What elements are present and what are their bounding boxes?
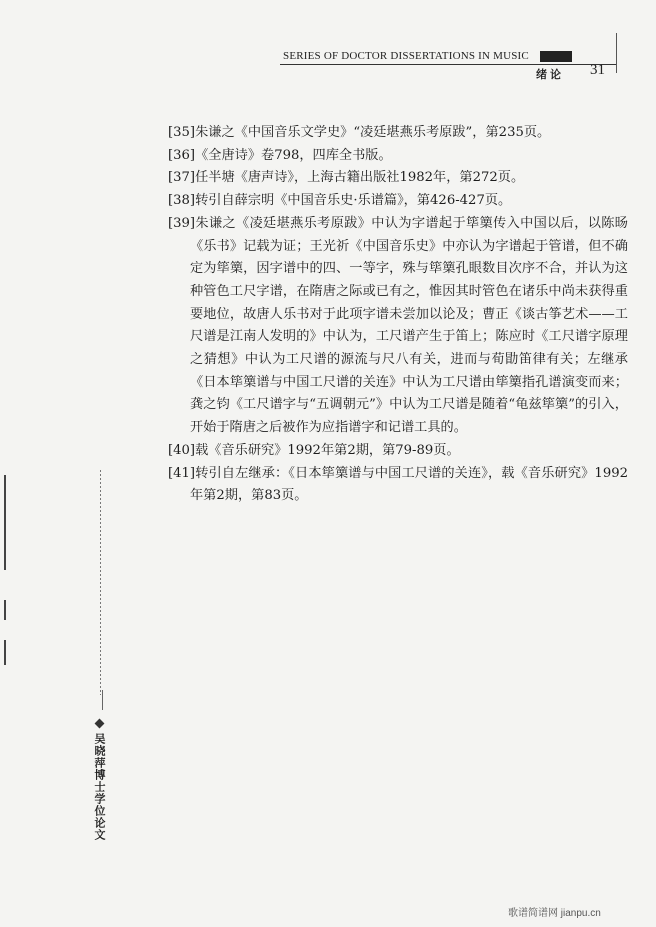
scan-edge-mark <box>4 600 6 620</box>
note-40: [40]载《音乐研究》1992年第2期，第79-89页。 <box>168 442 460 458</box>
page-number: 31 <box>590 62 605 78</box>
diamond-icon <box>95 719 105 729</box>
note-35: [35]朱谦之《中国音乐文学史》“凌廷堪燕乐考原跋”，第235页。 <box>168 125 551 140</box>
scan-edge-mark <box>4 640 6 665</box>
note-37: [37]任半塘《唐声诗》，上海古籍出版社1982年，第272页。 <box>168 170 525 186</box>
margin-solid-line <box>102 690 103 710</box>
scan-edge-mark <box>4 475 6 570</box>
header-rule <box>280 64 616 65</box>
margin-series-title: 吴晓萍博士学位论文 <box>93 733 106 841</box>
chapter-label: 绪论 <box>536 68 564 81</box>
margin-dotted-line <box>100 470 101 695</box>
note-36: [36]《全唐诗》卷798，四库全书版。 <box>168 147 392 163</box>
header-black-block <box>540 51 572 62</box>
endnotes <box>168 122 628 508</box>
watermark: 歌谱简谱网 jianpu.cn <box>508 908 601 919</box>
note-41: [41]转引自左继承：《日本筚篥谱与中国工尺谱的关连》，载《音乐研究》1992年第2期，第83页。 <box>168 465 628 504</box>
note-38: [38]转引自薛宗明《中国音乐史·乐谱篇》，第426-427页。 <box>168 193 512 209</box>
series-title: SERIES OF DOCTOR DISSERTATIONS IN MUSIC <box>283 50 529 62</box>
note-39: [39]朱谦之《凌廷堪燕乐考原跋》中认为字谱起于筚篥传入中国以后，以陈旸《乐书》记载为证；王光祈《中国音乐史》中亦认为字谱起于管谱，但不确定为筚篥，因字谱中的四、一等字，殊与筚篥孔眼数目次序不合，并认为这种管色工尺字谱，在隋唐之际或已有之，惟因其时管色在诸乐中尚未获得重要地位，故唐人乐书对于此项字谱未尝加以论及；曹正《谈古筝艺术——工尺谱是江南人发明的》中认为，工尺谱产生于笛上；陈应时《工尺谱字原理之猜想》中认为工尺谱的源流与尺八有关，进而与荀勖笛律有关；左继承《日本筚篥谱与中国工尺谱的关连》中认为工尺谱由筚篥指孔谱演变而来；龚之钧《工尺谱字与“五调朝元”》中认为工尺谱是随着“龟兹筚篥”的引入，开始于隋唐之后被作为应指谱字和记谱工具的。 <box>168 215 628 436</box>
header-vertical-rule <box>616 33 617 73</box>
